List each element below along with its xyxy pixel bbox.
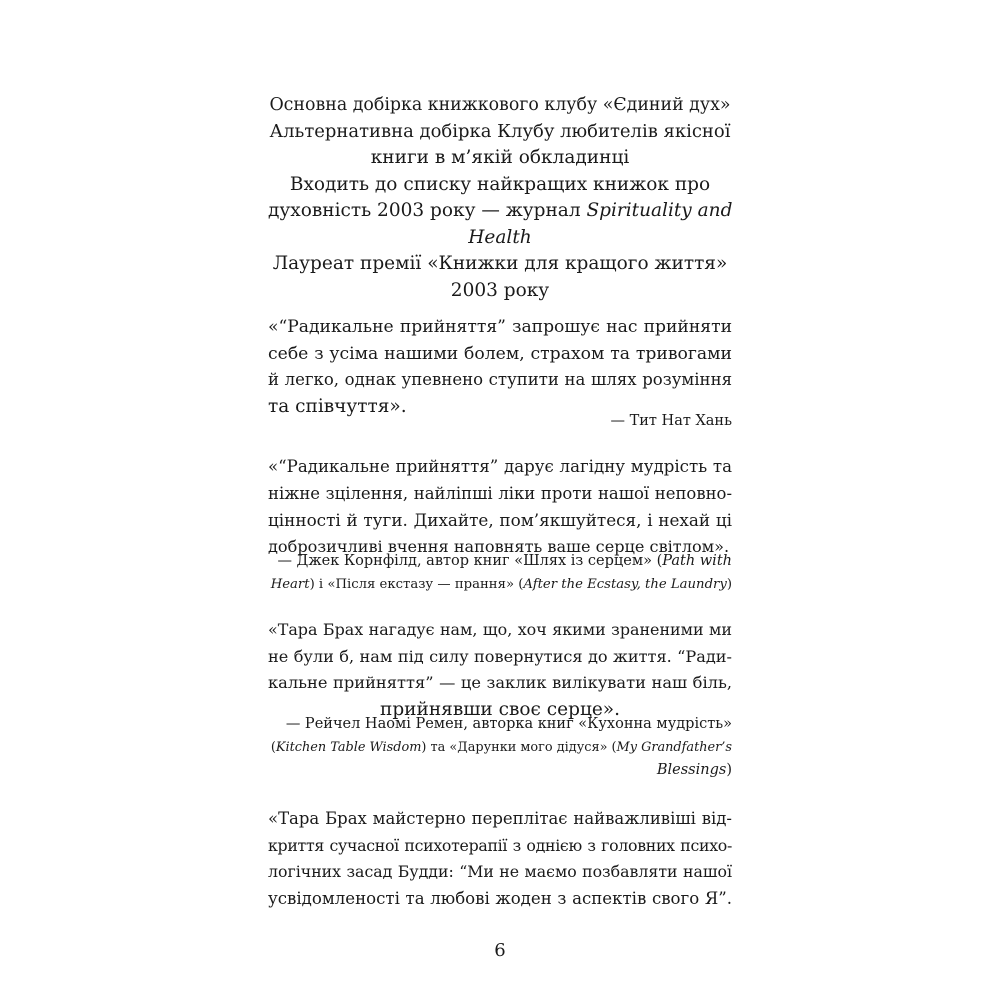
award-line: Входить до списку найкращих книжок про [289, 173, 711, 195]
quote-rachel-remen [268, 617, 732, 723]
quote-line: усвідомленості та любові жоден з аспектів свого Я”. [268, 888, 732, 908]
quote-line: прийнявши своє серце». [379, 698, 620, 720]
magazine-title: Spirituality and [586, 200, 733, 221]
award-line [268, 225, 732, 252]
quote-line: криття сучасної психотерапії з однією з головних психо- [268, 835, 732, 855]
attribution-text: — Джек Корнфілд, автор книг «Шлях із серцем» ( [277, 553, 663, 569]
quote-line: «“Радикальне прийняття” запрошує нас прийняти [268, 317, 732, 337]
quote-tara-brach-psychotherapy [268, 806, 732, 912]
book-title: Kitchen Table Wisdom [275, 740, 422, 755]
attribution-text: ) [726, 762, 732, 778]
award-text: духовність 2003 року — журнал [268, 200, 587, 221]
attribution-line [268, 736, 732, 759]
quote-line: кальне прийняття” — це заклик вилікувати наш біль, [268, 673, 732, 692]
quote-line: не були б, нам під силу повернутися до життя. “Ради- [268, 646, 732, 666]
quote-line: «Тара Брах майстерно переплітає найважливіші від- [268, 809, 732, 828]
attribution-thich-nhat-hanh [268, 410, 732, 433]
book-title: After the Ecstasy, the Laundry [523, 577, 727, 592]
award-line: 2003 року [450, 279, 550, 301]
attribution-text: ) і «Після екстазу — прання» ( [309, 577, 524, 592]
attribution-jack-kornfield [268, 550, 732, 596]
quote-line: доброзичливі вчення наповнять ваше серце світлом». [268, 536, 730, 556]
attribution-text: ) та «Дарунки мого дідуся» ( [421, 740, 617, 755]
magazine-title: Health [468, 226, 532, 248]
quote-line: ніжне зцілення, найліпші ліки проти нашої неповно- [268, 483, 732, 503]
attribution-line [268, 550, 732, 573]
book-title: Blessings [656, 762, 727, 778]
quote-line: та співчуття». [268, 395, 407, 417]
quote-line: «Тара Брах нагадує нам, що, хоч якими зраненими ми [268, 620, 732, 639]
attribution-line [268, 759, 732, 782]
attribution-line: — Тит Нат Хань [610, 413, 732, 429]
quote-line: цінності й туги. Дихайте, пом’якшуйтеся, і нехай ці [268, 510, 732, 530]
award-line: Лауреат премії «Книжки для кращого життя» [272, 253, 728, 274]
quote-thich-nhat-hanh [268, 314, 732, 420]
attribution-line [268, 573, 732, 596]
award-line: Альтернативна добірка Клубу любителів якісної [269, 120, 731, 142]
quote-jack-kornfield [268, 454, 732, 560]
page-number: 6 [494, 940, 506, 961]
book-title: My Grandfather’s [616, 740, 732, 755]
quote-line: й легко, однак упевнено ступити на шлях розуміння [268, 370, 732, 389]
quote-line: логічних засад Будди: “Ми не маємо позбавляти нашої [268, 862, 732, 881]
award-line [268, 198, 732, 225]
attribution-rachel-remen [268, 713, 732, 782]
quote-line: себе з усіма нашими болем, страхом та тривогами [268, 343, 732, 364]
attribution-line: — Рейчел Наомі Ремен, авторка книг «Кухонна мудрість» [285, 716, 732, 732]
book-title: Heart [270, 577, 310, 592]
attribution-text: ) [726, 577, 732, 592]
attribution-text: ( [270, 740, 276, 755]
award-line: Основна добірка книжкового клубу «Єдиний дух» [269, 95, 731, 115]
award-line: книги в м’якій обкладинці [370, 147, 630, 168]
book-title: Path with [662, 553, 732, 569]
quote-line: «“Радикальне прийняття” дарує лагідну мудрість та [268, 457, 732, 476]
awards-block [268, 92, 732, 304]
